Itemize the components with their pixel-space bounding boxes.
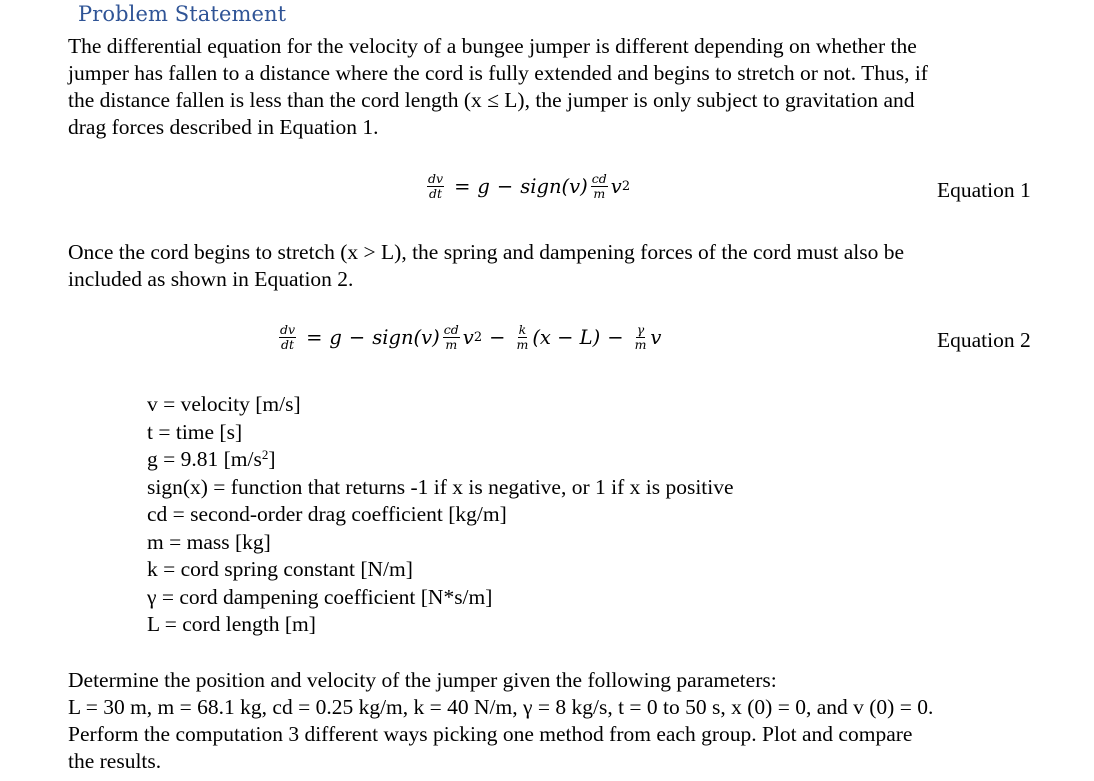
equation-1: $\frac{dv}{dt}$ = g − sign(v) $\frac{cd}{m}$ v 2 (428, 171, 631, 201)
intro-line: The differential equation for the velocity of a bungee jumper is different depending on whether the (68, 34, 917, 58)
task-paragraph (68, 667, 933, 775)
task-line: L = 30 m, m = 68.1 kg, cd = 0.25 kg/m, k = 40 N/m, γ = 8 kg/s, t = 0 to 50 s, x (0) = 0, and v (0) = 0. (68, 695, 934, 719)
equation-1-label: Equation 1 (937, 178, 1031, 202)
dv-dt-fraction: $\frac{dv}{dt}$ (280, 322, 296, 352)
intro-line: jumper has fallen to a distance where the cord is fully extended and begins to stretch or not. Thus, if (68, 61, 928, 85)
cord-line: Once the cord begins to stretch (x > L), the spring and dampening forces of the cord must also be (68, 240, 905, 264)
variable-line: k = cord spring constant [N/m] (147, 557, 413, 581)
equation-2: $\frac{dv}{dt}$ = g − sign(v) $\frac{cd}{m}$ v 2 − $\frac{k}{m}$ (x − L) − $\frac{\gamma}{m}$ v (280, 322, 662, 352)
variable-line: cd = second-order drag coefficient [kg/m] (147, 502, 507, 526)
dv-dt-fraction: $\frac{dv}{dt}$ (428, 171, 444, 201)
intro-line: drag forces described in Equation 1. (68, 115, 379, 139)
cord-line: included as shown in Equation 2. (68, 267, 354, 291)
variable-line: L = cord length [m] (147, 612, 316, 636)
cord-paragraph (68, 239, 904, 293)
cd-m-fraction: $\frac{cd}{m}$ (591, 171, 607, 201)
variable-line: sign(x) = function that returns -1 if x is negative, or 1 if x is positive (147, 474, 734, 499)
variable-line: m = mass [kg] (147, 529, 271, 554)
equation-2-label: Equation 2 (937, 328, 1031, 352)
cd-m-fraction: $\frac{cd}{m}$ (443, 322, 459, 352)
task-line: Perform the computation 3 different ways picking one method from each group. Plot and compare (68, 722, 913, 746)
variable-line: γ = cord dampening coefficient [N*s/m] (147, 584, 493, 609)
variable-definitions (147, 391, 734, 639)
variable-line: v = velocity [m/s] (147, 392, 301, 416)
gamma-m-fraction: $\frac{\gamma}{m}$ (634, 322, 647, 352)
variable-line: g = 9.81 $[m/s^2]$ (147, 447, 276, 471)
intro-line: the distance fallen is less than the cord length (x ≤ L), the jumper is only subject to gravitation and (68, 88, 915, 112)
section-heading: Problem Statement (78, 2, 287, 26)
k-m-fraction: $\frac{k}{m}$ (516, 322, 529, 352)
intro-paragraph (68, 33, 928, 141)
variable-line: t = time [s] (147, 419, 243, 444)
task-line: Determine the position and velocity of the jumper given the following parameters: (68, 668, 777, 692)
task-line: the results. (68, 749, 162, 773)
